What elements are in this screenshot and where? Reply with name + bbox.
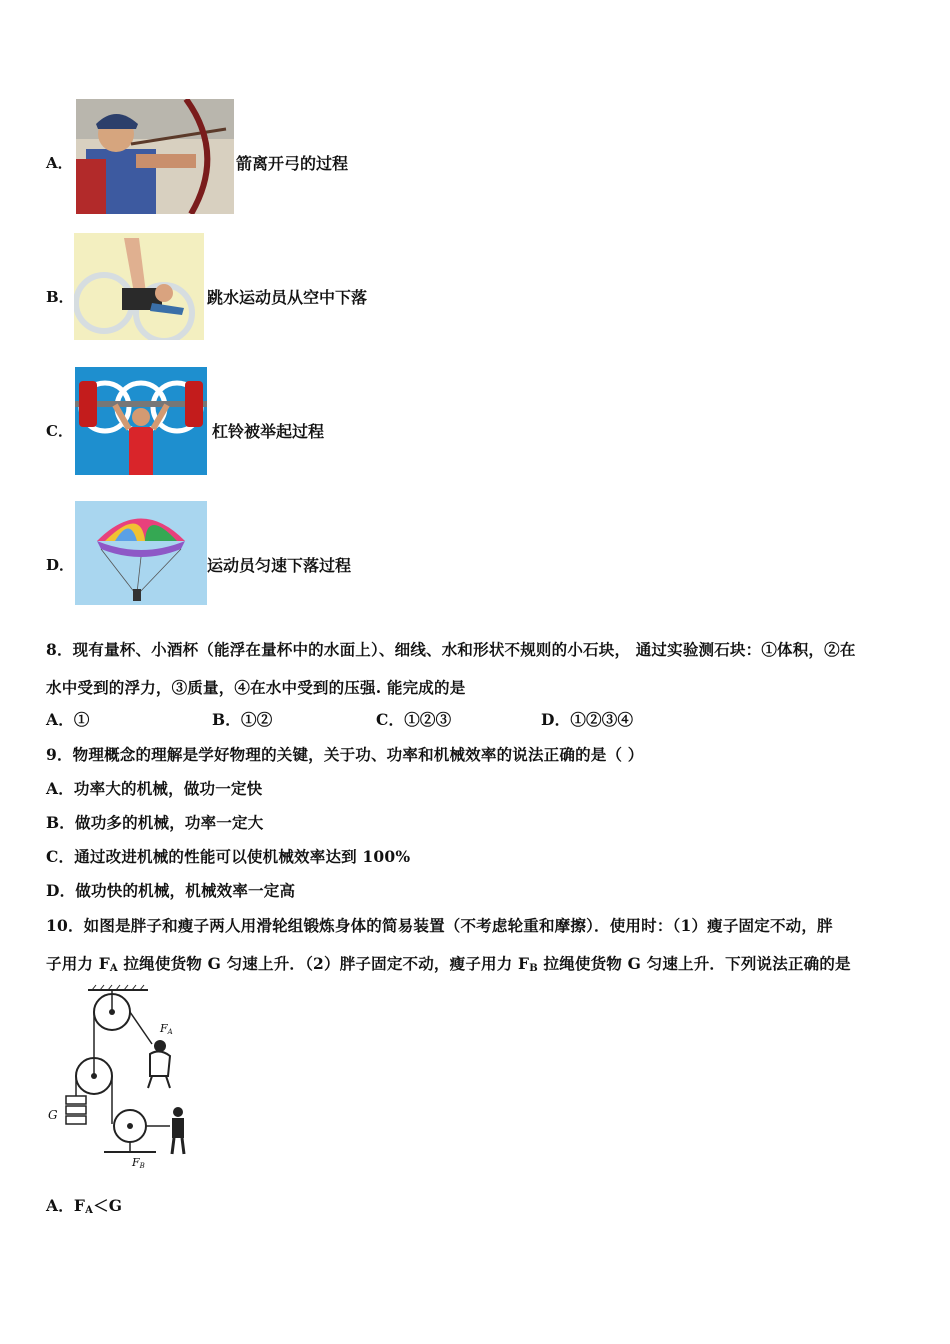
q8-option-b: B．①②: [212, 710, 273, 729]
option-b-letter: B．: [46, 288, 74, 306]
weightlifter-photo: [75, 367, 207, 475]
q9-stem: 9．物理概念的理解是学好物理的关键，关于功、功率和机械效率的说法正确的是（ ）: [46, 745, 644, 764]
g-label: G: [48, 1108, 58, 1122]
q9-option-c: C．通过改进机械的性能可以使机械效率达到 100%: [46, 847, 411, 866]
option-a-letter: A．: [46, 154, 73, 172]
q8-option-d: D．①②③④: [541, 710, 634, 729]
parachute-photo: [75, 501, 207, 605]
pulley-diagram: [42, 984, 202, 1174]
option-b-text: 跳水运动员从空中下落: [207, 288, 368, 307]
q8-stem-line1: 8．现有量杯、小酒杯（能浮在量杯中的水面上）、细线、水和形状不规则的小石块， 通过实验测石块：①体积，②在: [46, 640, 856, 659]
option-a-text: 箭离开弓的过程: [236, 154, 349, 173]
fa-label: $F_A$: [160, 1022, 173, 1036]
option-d-text: 运动员匀速下落过程: [207, 556, 352, 575]
option-c-letter: C．: [46, 422, 73, 440]
diver-photo: [74, 233, 204, 340]
fb-label: $F_B$: [132, 1156, 145, 1170]
q8-option-c: C．①②③: [376, 710, 452, 729]
q8-stem-line2: 水中受到的浮力，③质量，④在水中受到的压强. 能完成的是: [46, 678, 466, 697]
option-d-letter: D．: [46, 556, 75, 574]
q10-stem-line2: 子用力 $F_A$ 拉绳使货物 G 匀速上升．（2）胖子固定不动，瘦子用力 $F_B$ 拉绳使货物 G 匀速上升．下列说法正确的是: [46, 954, 851, 974]
q10-option-a: A．$F_A<G$: [46, 1196, 123, 1216]
archer-photo: [76, 99, 234, 214]
q9-option-b: B．做功多的机械，功率一定大: [46, 813, 264, 832]
q9-option-a: A．功率大的机械，做功一定快: [46, 779, 263, 798]
q10-stem-line1: 10．如图是胖子和瘦子两人用滑轮组锻炼身体的简易装置（不考虑轮重和摩擦）．使用时：（1）瘦子固定不动，胖: [46, 916, 833, 935]
q8-option-a: A．①: [46, 710, 90, 729]
option-c-text: 杠铃被举起过程: [212, 422, 325, 441]
q9-option-d: D．做功快的机械，机械效率一定高: [46, 881, 296, 900]
